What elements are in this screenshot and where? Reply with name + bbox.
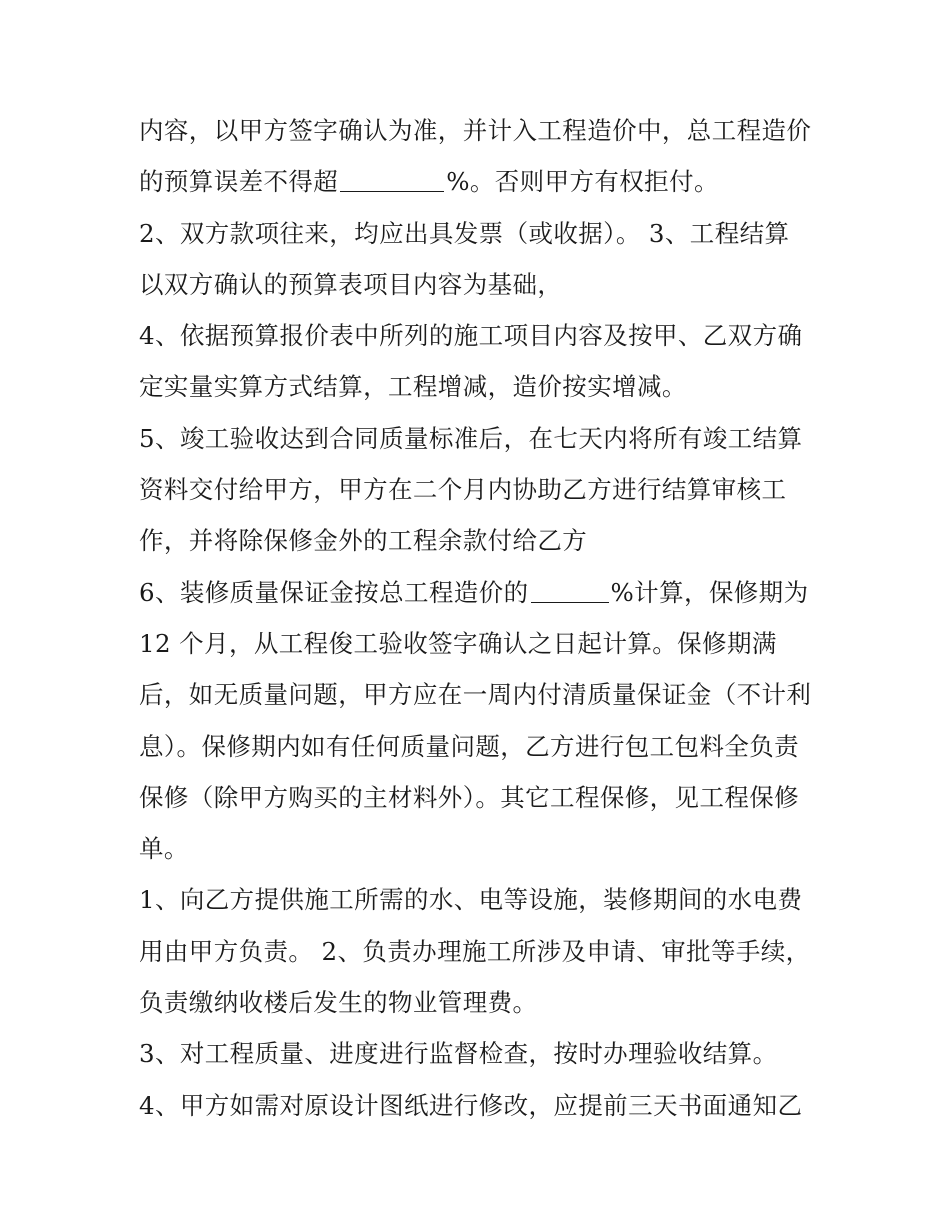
text-line	[139, 156, 819, 207]
text-line: 4、甲方如需对原设计图纸进行修改，应提前三天书面通知乙	[139, 1090, 803, 1120]
text-line: 3、对工程质量、进度进行监督检查，按时办理验收结算。	[139, 1039, 778, 1069]
text-line: 后，如无质量问题，甲方应在一周内付清质量保证金（不计利	[139, 680, 812, 710]
text-line: 2、双方款项往来，均应出具发票（或收据）。 3、工程结算	[139, 218, 790, 248]
fill-in-blank	[340, 161, 444, 192]
text-segment: 的预算误差不得超	[139, 167, 339, 197]
text-line: 内容，以甲方签字确认为准，并计入工程造价中，总工程造价	[139, 116, 812, 145]
document-body	[139, 105, 819, 1131]
text-line: 5、竣工验收达到合同质量标准后，在七天内将所有竣工结算	[139, 423, 803, 453]
text-segment: %计算，保修期为	[610, 577, 809, 607]
text-line: 保修（除甲方购买的主材料外）。其它工程保修，见工程保修	[139, 782, 800, 812]
text-line: 以双方确认的预算表项目内容为基础，	[139, 269, 563, 299]
text-line	[139, 567, 819, 618]
text-line: 资料交付给甲方，甲方在二个月内协助乙方进行结算审核工	[139, 475, 787, 505]
text-segment: %。否则甲方有权拒付。	[446, 167, 719, 197]
fill-in-blank	[531, 572, 609, 603]
text-line: 用由甲方负责。 2、负责办理施工所涉及申请、审批等手续，	[139, 936, 811, 966]
text-line: 定实量实算方式结算，工程增减，造价按实增减。	[139, 372, 687, 402]
text-line: 息）。保修期内如有任何质量问题，乙方进行包工包料全负责	[139, 731, 800, 761]
text-line: 负责缴纳收楼后发生的物业管理费。	[139, 988, 538, 1018]
text-line: 4、依据预算报价表中所列的施工项目内容及按甲、乙双方确	[139, 321, 803, 351]
text-line: 作，并将除保修金外的工程余款付给乙方	[139, 526, 588, 556]
text-line: 12 个月，从工程俊工验收签字确认之日起计算。保修期满	[139, 628, 777, 658]
text-segment: 6、装修质量保证金按总工程造价的	[139, 577, 529, 607]
text-line: 单。	[139, 834, 189, 864]
text-line: 1、向乙方提供施工所需的水、电等设施，装修期间的水电费	[139, 885, 803, 915]
